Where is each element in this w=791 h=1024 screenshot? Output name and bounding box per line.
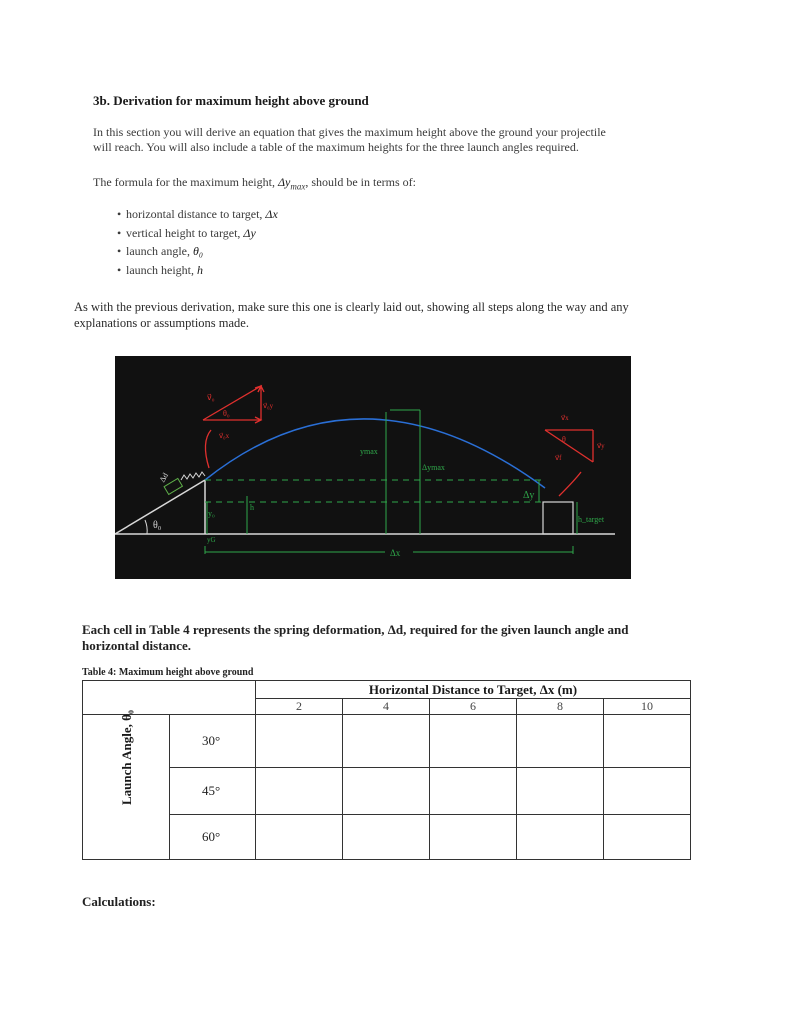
variable-list bbox=[93, 205, 278, 279]
calculations-label: Calculations: bbox=[82, 894, 156, 909]
delta-ymax-label: Δymax bbox=[422, 463, 445, 472]
list-item: • launch height, h bbox=[93, 261, 278, 280]
launch-curve-arrow bbox=[205, 430, 211, 468]
table-corner bbox=[83, 681, 256, 715]
section-intro bbox=[93, 125, 703, 155]
vf-vector bbox=[545, 430, 593, 462]
table-cell[interactable] bbox=[343, 715, 430, 768]
angle-arc bbox=[145, 520, 147, 534]
distance-header: 10 bbox=[604, 699, 691, 715]
column-header: Horizontal Distance to Target, Δx (m) bbox=[256, 681, 691, 699]
vy-label: v⃗y bbox=[597, 442, 605, 450]
table-cell[interactable] bbox=[256, 715, 343, 768]
vx-label: v⃗x bbox=[561, 414, 569, 422]
table-intro-line-2: horizontal distance. bbox=[82, 638, 192, 653]
v0y-label: v⃗₀y bbox=[263, 402, 274, 410]
section-intro-line-2: will reach. You will also include a table of the maximum heights for the three launch angles required. bbox=[93, 140, 579, 154]
list-item: • vertical height to target, Δy bbox=[93, 224, 278, 243]
distance-header: 4 bbox=[343, 699, 430, 715]
y0-label: y₀ bbox=[208, 509, 215, 518]
distance-header: 2 bbox=[256, 699, 343, 715]
table-cell[interactable] bbox=[517, 768, 604, 815]
formula-subscript: max bbox=[290, 181, 306, 192]
angle-label: 60° bbox=[170, 815, 256, 860]
table-cell[interactable] bbox=[430, 715, 517, 768]
table-cell[interactable] bbox=[343, 768, 430, 815]
delta-y-label: Δy bbox=[523, 490, 535, 501]
bullet-icon: • bbox=[117, 225, 122, 240]
spring-coil bbox=[181, 472, 205, 480]
instruction-line-1: As with the previous derivation, make sure this one is clearly laid out, showing all steps along the way and any bbox=[74, 300, 629, 314]
section-intro-line-1: In this section you will derive an equation that gives the maximum height above the ground your projectile bbox=[93, 125, 606, 139]
table-caption: Table 4: Maximum height above ground bbox=[82, 667, 254, 678]
table-cell[interactable] bbox=[604, 768, 691, 815]
bullet-icon: • bbox=[117, 244, 122, 258]
angle-label: 30° bbox=[170, 715, 256, 768]
bullet-icon: • bbox=[117, 207, 122, 221]
v0x-label: v⃗₀x bbox=[219, 432, 230, 440]
table-cell[interactable] bbox=[256, 768, 343, 815]
vf-label: v⃗f bbox=[555, 454, 562, 462]
section-title: 3b. Derivation for maximum height above ground bbox=[93, 93, 369, 108]
formula-symbol: Δy bbox=[277, 175, 291, 189]
theta-top-label: θ₀ bbox=[223, 409, 230, 418]
table-intro bbox=[82, 622, 702, 654]
angle-label: 45° bbox=[170, 768, 256, 815]
table-cell[interactable] bbox=[604, 815, 691, 860]
table-intro-line-1: Each cell in Table 4 represents the spring deformation, Δd, required for the given launch angle and bbox=[82, 622, 629, 637]
formula-suffix: , should be in terms of: bbox=[305, 175, 416, 189]
distance-header: 6 bbox=[430, 699, 517, 715]
ymax-label: ymax bbox=[360, 447, 378, 456]
target-box bbox=[543, 502, 573, 534]
table-cell[interactable] bbox=[517, 815, 604, 860]
v0-label: v⃗₀ bbox=[207, 393, 215, 402]
table-cell[interactable] bbox=[517, 715, 604, 768]
list-item: • launch angle, θ₀ bbox=[93, 242, 278, 261]
row-header: Launch Angle, θ₀ bbox=[119, 710, 134, 805]
instruction-paragraph bbox=[74, 299, 714, 331]
formula-prefix: The formula for the maximum height, bbox=[93, 175, 275, 189]
formula-requirement bbox=[93, 175, 703, 194]
impact-curve-arrow bbox=[559, 472, 581, 496]
projectile-diagram bbox=[115, 356, 631, 579]
theta-right-label: θ bbox=[562, 435, 566, 444]
delta-d-label: Δd bbox=[157, 471, 171, 484]
table-cell[interactable] bbox=[604, 715, 691, 768]
max-height-table bbox=[82, 680, 691, 860]
theta0-label: θ₀ bbox=[153, 520, 162, 531]
h-target-label: h_target bbox=[578, 515, 605, 524]
table-cell[interactable] bbox=[430, 768, 517, 815]
yG-label: yG bbox=[207, 536, 216, 544]
table-cell[interactable] bbox=[343, 815, 430, 860]
row-header-cell bbox=[83, 710, 170, 860]
diagram-svg bbox=[115, 356, 631, 579]
v0-vector bbox=[203, 386, 261, 420]
h-left-label: h bbox=[250, 503, 254, 512]
table-cell[interactable] bbox=[430, 815, 517, 860]
delta-x-label: Δx bbox=[390, 548, 401, 558]
table-cell[interactable] bbox=[256, 815, 343, 860]
bullet-icon: • bbox=[117, 262, 122, 277]
instruction-line-2: explanations or assumptions made. bbox=[74, 316, 249, 330]
distance-header: 8 bbox=[517, 699, 604, 715]
list-item: • horizontal distance to target, Δx bbox=[93, 205, 278, 224]
